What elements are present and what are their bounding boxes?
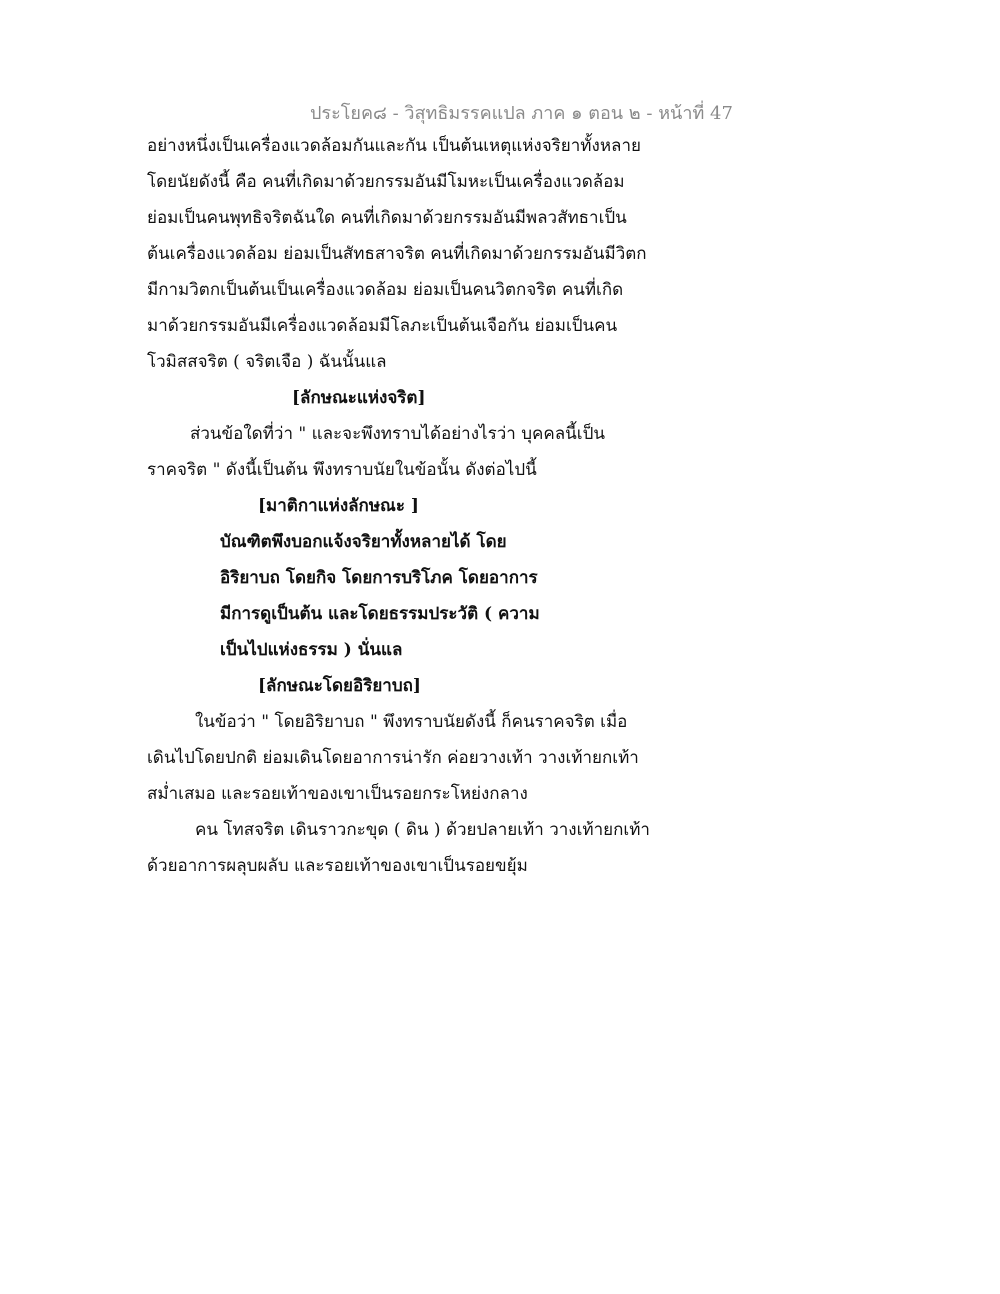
body-line: อย่างหนึ่งเป็นเครื่องแวดล้อมกันและกัน เป็นต้นเหตุแห่งจริยาทั้งหลาย [147,136,641,156]
section-heading: [ลักษณะแห่งจริต] [292,388,426,408]
body-line: ต้นเครื่องแวดล้อม ย่อมเป็นสัทธสาจริต คนที่เกิดมาด้วยกรรมอันมีวิตก [147,244,647,264]
verse-line: เป็นไปแห่งธรรม ) นั่นแล [220,640,403,660]
body-line: ราคจริต " ดังนี้เป็นต้น พึงทราบนัยในข้อนั้น ดังต่อไปนี้ [147,460,537,480]
running-header: ประโยค๘ - วิสุทธิมรรคแปล ภาค ๑ ตอน ๒ - หน้าที่ 47 [310,103,733,124]
body-line: เดินไปโดยปกติ ย่อมเดินโดยอาการน่ารัก ค่อยวางเท้า วางเท้ายกเท้า [147,748,639,768]
verse-line: มีการดูเป็นต้น และโดยธรรมประวัติ ( ความ [220,604,540,624]
body-line: มีกามวิตกเป็นต้นเป็นเครื่องแวดล้อม ย่อมเป็นคนวิตกจริต คนที่เกิด [147,280,624,300]
body-line: สม่ำเสมอ และรอยเท้าของเขาเป็นรอยกระโหย่งกลาง [147,784,528,804]
body-line: ย่อมเป็นคนพุทธิจริตฉันใด คนที่เกิดมาด้วยกรรมอันมีพลวสัทธาเป็น [147,208,627,228]
body-line: โดยนัยดังนี้ คือ คนที่เกิดมาด้วยกรรมอันมีโมหะเป็นเครื่องแวดล้อม [147,172,625,192]
body-line: คน โทสจริต เดินราวกะขุด ( ดิน ) ด้วยปลายเท้า วางเท้ายกเท้า [195,820,650,840]
body-line: ด้วยอาการผลุบผลับ และรอยเท้าของเขาเป็นรอยขยุ้ม [147,856,528,876]
verse-line: บัณฑิตพึงบอกแจ้งจริยาทั้งหลายได้ โดย [220,532,507,552]
section-heading: [ลักษณะโดยอิริยาบถ] [258,676,421,696]
body-line: ในข้อว่า " โดยอิริยาบถ " พึงทราบนัยดังนี้ ก็คนราคจริต เมื่อ [195,712,628,732]
body-line: ส่วนข้อใดที่ว่า " และจะพึงทราบได้อย่างไรว่า บุคคลนี้เป็น [190,424,605,444]
body-line: โวมิสสจริต ( จริตเจือ ) ฉันนั้นแล [147,352,387,372]
verse-line: อิริยาบถ โดยกิจ โดยการบริโภค โดยอาการ [220,568,538,588]
section-heading: [มาติกาแห่งลักษณะ ] [258,496,419,516]
body-line: มาด้วยกรรมอันมีเครื่องแวดล้อมมีโลภะเป็นต้นเจือกัน ย่อมเป็นคน [147,316,618,336]
